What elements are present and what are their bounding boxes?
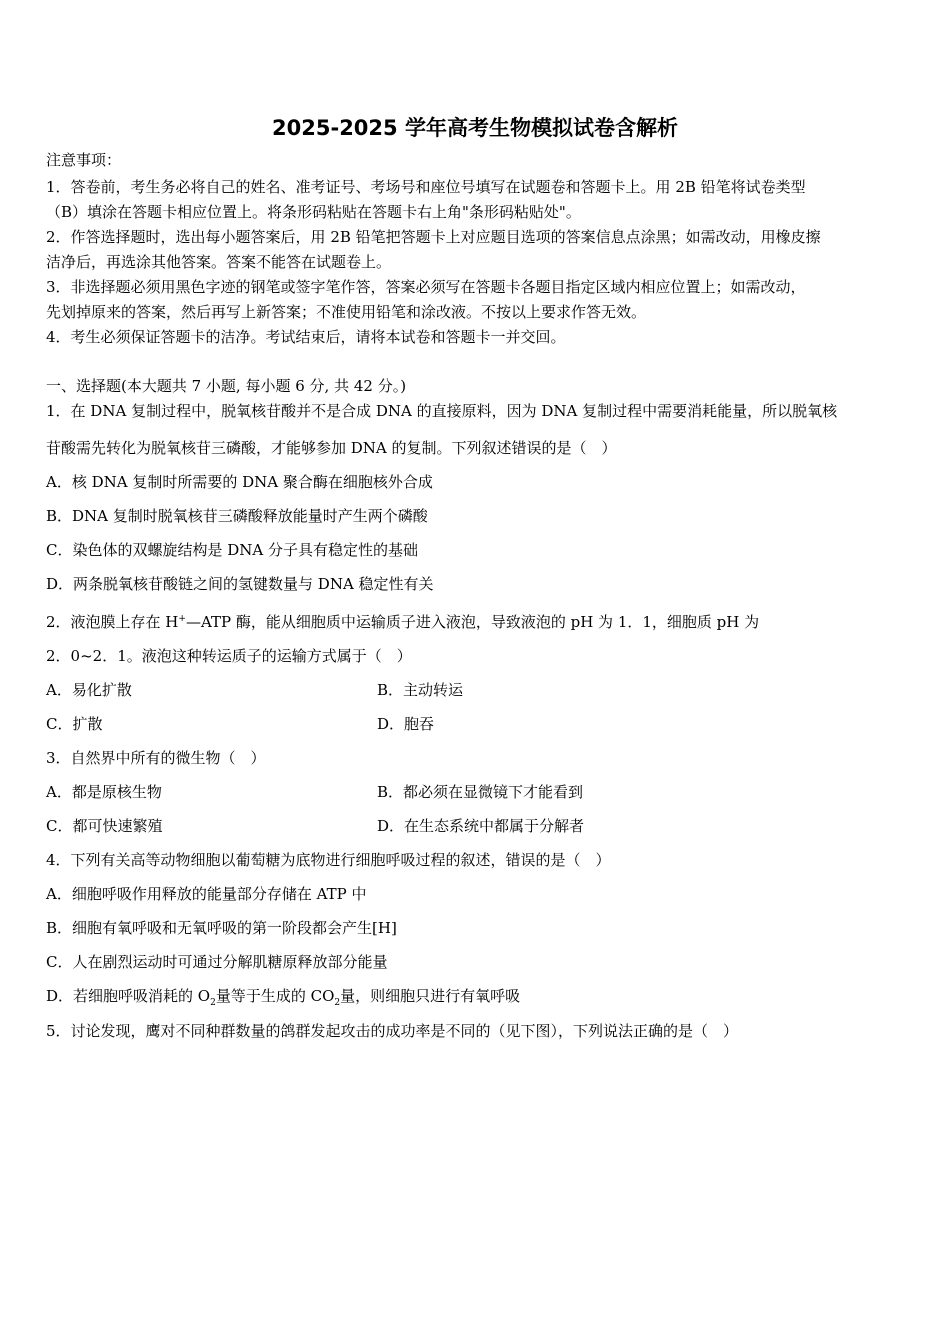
q3-option-a: A．都是原核生物 — [46, 783, 162, 801]
q1-option-b: B．DNA 复制时脱氧核苷三磷酸释放能量时产生两个磷酸 — [46, 507, 428, 525]
q3-option-d: D．在生态系统中都属于分解者 — [377, 817, 585, 835]
q2-text: —ATP 酶，能从细胞质中运输质子进入液泡，导致液泡的 pH 为 1．1，细胞质 pH 为 — [185, 613, 760, 631]
question-3-stem: 3．自然界中所有的微生物（ ） — [46, 749, 266, 767]
subscript-2: 2 — [210, 998, 216, 1008]
note-line: 3．非选择题必须用黑色字迹的钢笔或签字笔作答，答案必须写在答题卡各题目指定区域内相应位置上；如需改动， — [46, 278, 806, 296]
q4-option-b: B．细胞有氧呼吸和无氧呼吸的第一阶段都会产生[H] — [46, 919, 397, 937]
q1-option-c: C．染色体的双螺旋结构是 DNA 分子具有稳定性的基础 — [46, 541, 418, 559]
q2-option-c: C．扩散 — [46, 715, 103, 733]
question-1-stem: 1．在 DNA 复制过程中，脱氧核苷酸并不是合成 DNA 的直接原料，因为 DNA 复制过程中需要消耗能量，所以脱氧核 — [46, 402, 838, 420]
q3-option-c: C．都可快速繁殖 — [46, 817, 163, 835]
note-line: 4．考生必须保证答题卡的洁净。考试结束后，请将本试卷和答题卡一并交回。 — [46, 328, 566, 346]
page-title: 2025-2025 学年高考生物模拟试卷含解析 — [272, 116, 678, 140]
note-line: 先划掉原来的答案，然后再写上新答案；不准使用铅笔和涂改液。不按以上要求作答无效。 — [46, 303, 647, 321]
question-1-stem: 苷酸需先转化为脱氧核苷三磷酸，才能够参加 DNA 的复制。下列叙述错误的是（ ） — [46, 439, 617, 457]
q4d-text: 量等于生成的 CO — [215, 987, 335, 1005]
q2-text: 2．液泡膜上存在 H — [46, 613, 179, 631]
q3-option-b: B．都必须在显微镜下才能看到 — [377, 783, 584, 801]
q4-option-a: A．细胞呼吸作用释放的能量部分存储在 ATP 中 — [46, 885, 367, 903]
q4d-text: 量，则细胞只进行有氧呼吸 — [340, 987, 521, 1005]
q1-option-d: D．两条脱氧核苷酸链之间的氢键数量与 DNA 稳定性有关 — [46, 575, 434, 593]
note-line: 洁净后，再选涂其他答案。答案不能答在试题卷上。 — [46, 253, 392, 271]
question-2-stem: 2．0~2．1。液泡这种转运质子的运输方式属于（ ） — [46, 647, 412, 665]
q2-option-d: D．胞吞 — [377, 715, 435, 733]
note-line: 2．作答选择题时，选出每小题答案后，用 2B 铅笔把答题卡上对应题目选项的答案信息点涂黑；如需改动，用橡皮擦 — [46, 228, 821, 246]
q1-option-a: A．核 DNA 复制时所需要的 DNA 聚合酶在细胞核外合成 — [46, 473, 433, 491]
q4d-text: D．若细胞呼吸消耗的 O — [46, 987, 211, 1005]
q2-option-b: B．主动转运 — [377, 681, 464, 699]
q4-option-d — [46, 986, 520, 1013]
question-2-stem — [46, 609, 759, 632]
q2-option-a: A．易化扩散 — [46, 681, 132, 699]
notes-header: 注意事项： — [46, 151, 122, 169]
note-line: 1．答卷前，考生务必将自己的姓名、准考证号、考场号和座位号填写在试题卷和答题卡上。用 2B 铅笔将试卷类型 — [46, 178, 806, 196]
q4-option-c: C．人在剧烈运动时可通过分解肌糖原释放部分能量 — [46, 953, 388, 971]
superscript-plus: + — [178, 614, 186, 624]
section-heading: 一、选择题(本大题共 7 小题, 每小题 6 分, 共 42 分。) — [46, 377, 407, 395]
subscript-2: 2 — [334, 998, 341, 1008]
question-5-stem: 5．讨论发现，鹰对不同种群数量的鸽群发起攻击的成功率是不同的（见下图），下列说法正确的是（ ） — [46, 1022, 739, 1040]
question-4-stem: 4．下列有关高等动物细胞以葡萄糖为底物进行细胞呼吸过程的叙述，错误的是（ ） — [46, 851, 611, 869]
note-line: （B）填涂在答题卡相应位置上。将条形码粘贴在答题卡右上角"条形码粘贴处"。 — [46, 203, 581, 221]
